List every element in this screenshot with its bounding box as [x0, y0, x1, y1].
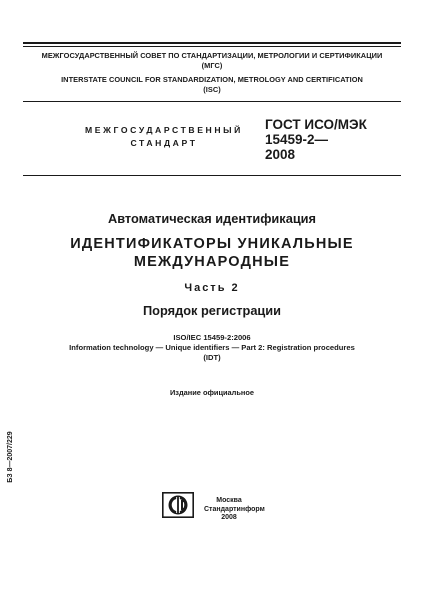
header-rule [23, 101, 401, 102]
council-en-name: INTERSTATE COUNCIL FOR STANDARDIZATION, METROLOGY AND CERTIFICATION [61, 75, 363, 84]
edition-note: Издание официальное [169, 388, 254, 397]
designation-rule [23, 175, 401, 176]
title-main-line1: ИДЕНТИФИКАТОРЫ УНИКАЛЬНЫЕ [70, 236, 354, 252]
council-en-abbr: (ISC) [203, 85, 221, 94]
council-ru-name: МЕЖГОСУДАРСТВЕННЫЙ СОВЕТ ПО СТАНДАРТИЗАЦИИ, МЕТРОЛОГИИ И СЕРТИФИКАЦИИ [41, 51, 383, 60]
part-title: Порядок регистрации [142, 303, 282, 318]
publisher-name: Стандартинформ [204, 505, 265, 513]
top-rule-thin [23, 46, 401, 47]
standard-kind-line1: МЕЖГОСУДАРСТВЕННЫЙ [85, 125, 243, 135]
publisher [204, 497, 265, 523]
publisher-year: 2008 [221, 514, 237, 521]
council-en [0, 75, 424, 95]
iso-number: ISO/IEC 15459-2:2006 [173, 333, 251, 342]
standartinform-logo-icon [162, 492, 194, 518]
publisher-city: Москва [216, 497, 242, 504]
designation-line1: ГОСТ ИСО/МЭК [265, 117, 367, 132]
designation-line3: 2008 [265, 147, 296, 162]
iso-equivalence: (IDT) [203, 353, 221, 362]
side-code: БЗ 8—2007/229 [7, 431, 14, 483]
title-main-line2: МЕЖДУНАРОДНЫЕ [133, 254, 291, 270]
part-number: Часть 2 [184, 282, 240, 294]
top-rule-thick [23, 42, 401, 44]
council-ru-abbr: (МГС) [201, 61, 223, 70]
council-ru [0, 51, 424, 71]
title-topic: Автоматическая идентификация [107, 211, 317, 226]
standard-kind-line2: СТАНДАРТ [130, 138, 198, 148]
standard-designation [265, 117, 367, 162]
source-standard [0, 333, 424, 363]
iso-title: Information technology — Unique identifiers — Part 2: Registration procedures [69, 343, 355, 352]
title-main [0, 235, 424, 271]
designation-line2: 15459-2— [265, 132, 329, 147]
standard-kind [64, 124, 264, 150]
